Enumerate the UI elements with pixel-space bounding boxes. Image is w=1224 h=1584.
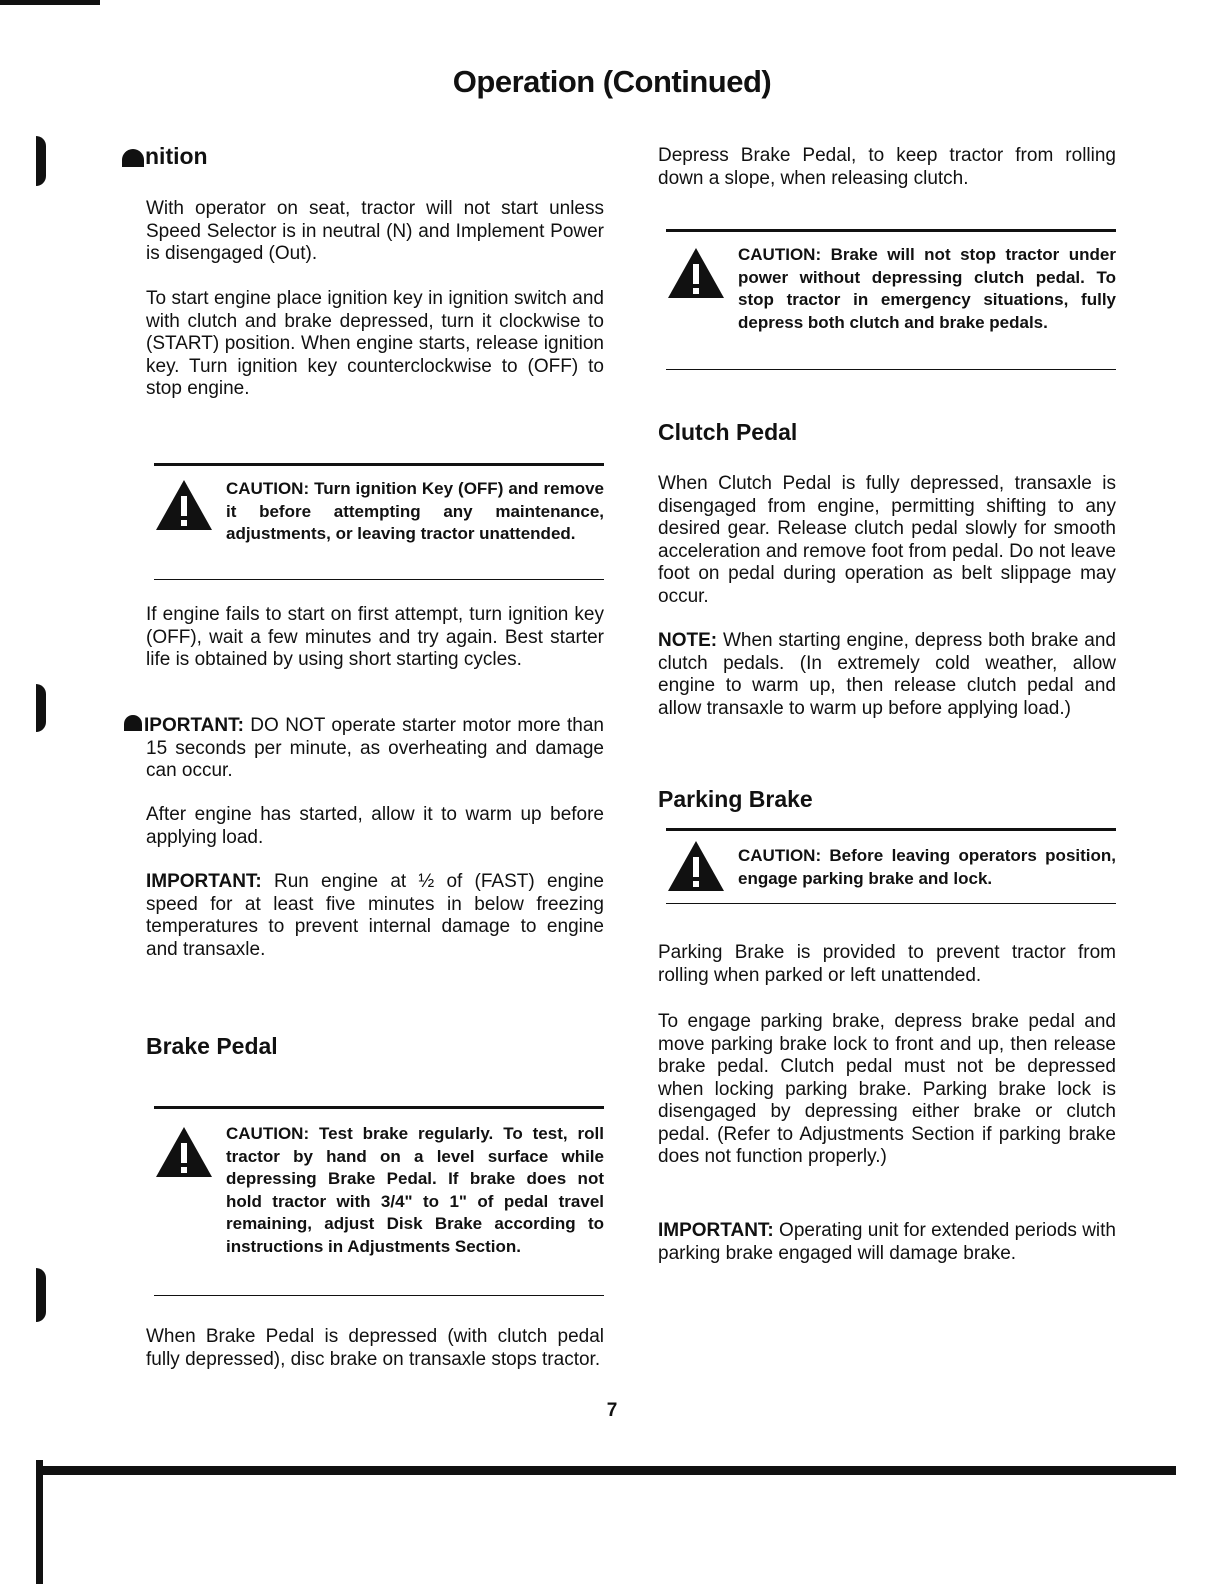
- brake-power-caution-box: [666, 229, 1116, 370]
- clutch-paragraph-1: When Clutch Pedal is fully depressed, transaxle is disengaged from engine, permitting shifting to any desired gear. Release clutch pedal slowly for smooth acceleration and remove foot from pedal. Do not leave foot on pedal during operation as belt slippage may occur.: [658, 473, 1116, 607]
- clutch-pedal-heading: Clutch Pedal: [658, 419, 798, 445]
- scan-edge-left: [36, 1460, 43, 1584]
- binding-hole-3: [36, 1268, 46, 1322]
- ignition-paragraph-4: After engine has started, allow it to warm up before applying load.: [146, 804, 604, 848]
- ignition-important-1: IPORTANT: DO NOT operate starter motor more than 15 seconds per minute, as overheating and damage can occur.: [146, 715, 604, 783]
- brake-paragraph-1: When Brake Pedal is depressed (with clutch pedal fully depressed), disc brake on transaxle stops tractor.: [146, 1326, 604, 1370]
- ignition-important-2: IMPORTANT: Run engine at ½ of (FAST) engine speed for at least five minutes in below freezing temperatures to prevent internal damage to engine and transaxle.: [146, 871, 604, 960]
- clutch-note: NOTE: When starting engine, depress both brake and clutch pedals. (In extremely cold weather, allow engine to warm up, then release clutch pedal and allow transaxle to warm up before applying load.): [658, 630, 1116, 719]
- left-column: [146, 0, 604, 1420]
- binding-hole-2: [36, 684, 46, 732]
- warning-triangle-icon: [666, 839, 726, 893]
- brake-pedal-heading: Brake Pedal: [146, 1033, 278, 1059]
- parking-caution-text: CAUTION: Before leaving operators position, engage parking brake and lock.: [738, 846, 1116, 888]
- brake-caution-text: CAUTION: Test brake regularly. To test, roll tractor by hand on a level surface while depressing Brake Pedal. If brake does not hold tractor with 3/4" to 1" of pedal travel remaining, adjust Disk Brake according to instructions in Adjustments Section.: [226, 1124, 604, 1256]
- binding-hole-1: [36, 136, 46, 186]
- ignition-heading: nition: [122, 143, 604, 170]
- parking-paragraph-2: To engage parking brake, depress brake pedal and move parking brake lock to front and up, then release brake pedal. Clutch pedal must not be depressed when locking parking brake. Parking brake lock is disengaged by depressing either brake or clutch pedal. (Refer to Adjustments Section if parking brake does not function properly.): [658, 1011, 1116, 1167]
- brake-power-caution-text: CAUTION: Brake will not stop tractor under power without depressing clutch pedal. To stop tractor in emergency situations, fully depress both clutch and brake pedals.: [738, 245, 1116, 332]
- page-title: Operation (Continued): [452, 64, 772, 99]
- ignition-paragraph-3: If engine fails to start on first attempt, turn ignition key (OFF), wait a few minutes and try again. Best starter life is obtained by using short starting cycles.: [146, 604, 604, 670]
- parking-important: IMPORTANT: Operating unit for extended periods with parking brake engaged will damage brake.: [658, 1220, 1116, 1264]
- ignition-paragraph-1: With operator on seat, tractor will not start unless Speed Selector is in neutral (N) and Implement Power is disengaged (Out).: [146, 198, 604, 264]
- warning-triangle-icon: [154, 478, 214, 532]
- warning-triangle-icon: [154, 1125, 214, 1179]
- page-number: 7: [606, 1400, 618, 1421]
- ignition-caution-text: CAUTION: Turn ignition Key (OFF) and remove it before attempting any maintenance, adjustments, or leaving tractor unattended.: [226, 479, 604, 543]
- right-column: [658, 0, 1116, 1420]
- brake-caution-box: [154, 1106, 604, 1296]
- hole-punch-mark: [124, 715, 142, 731]
- scan-edge-bottom: [36, 1466, 1176, 1475]
- brake-continued-paragraph: Depress Brake Pedal, to keep tractor from rolling down a slope, when releasing clutch.: [658, 145, 1116, 189]
- parking-brake-heading: Parking Brake: [658, 786, 813, 812]
- scan-edge-top-left: [0, 0, 100, 5]
- hole-punch-mark: [122, 149, 144, 167]
- ignition-caution-box: [154, 463, 604, 580]
- parking-paragraph-1: Parking Brake is provided to prevent tractor from rolling when parked or left unattended.: [658, 942, 1116, 986]
- warning-triangle-icon: [666, 246, 726, 300]
- ignition-paragraph-2: To start engine place ignition key in ignition switch and with clutch and brake depressed, turn it clockwise to (START) position. When engine starts, release ignition key. Turn ignition key counterclockwise to (OFF) to stop engine.: [146, 288, 604, 399]
- parking-caution-box: [666, 828, 1116, 904]
